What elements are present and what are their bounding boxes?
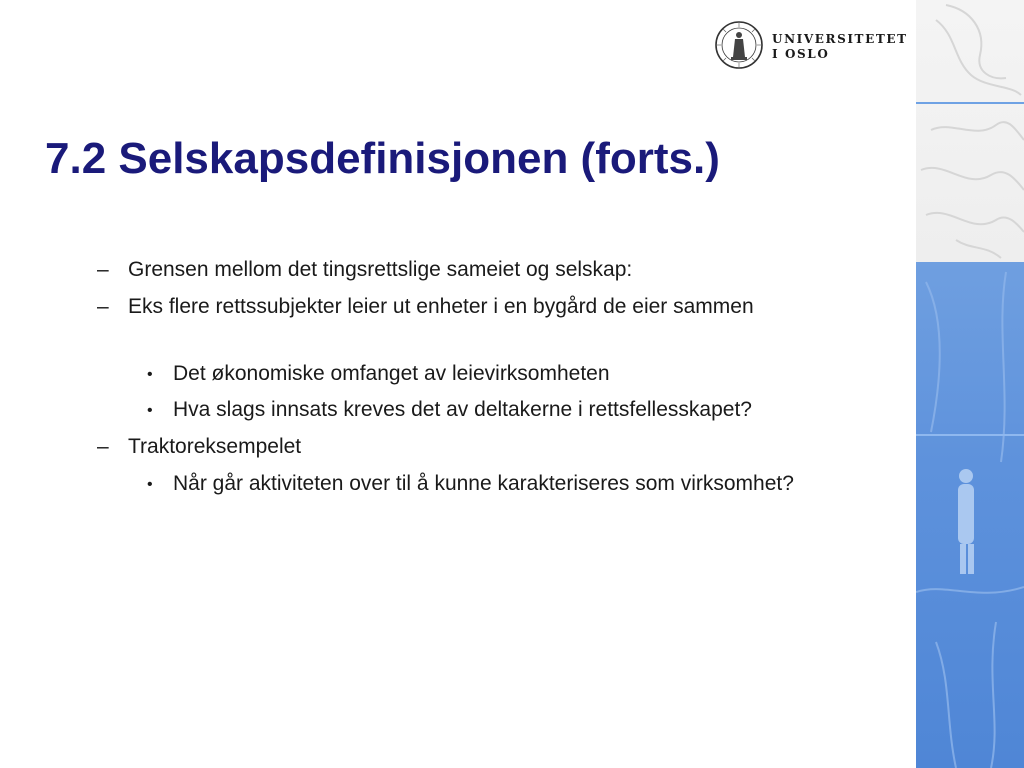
sub-bullet-item: Hva slags innsats kreves det av deltakerne i rettsfellesskapet? xyxy=(173,398,752,421)
sub-bullet-item: Det økonomiske omfanget av leievirksomheten xyxy=(173,362,610,385)
bullet-item: Traktoreksempelet xyxy=(128,435,302,458)
bullet-item: Eks flere rettssubjekter leier ut enheter i en bygård de eier sammen xyxy=(128,295,754,318)
dash-marker: – xyxy=(97,435,109,458)
slide-title: 7.2 Selskapsdefinisjonen (forts.) xyxy=(45,134,720,183)
side-divider-line xyxy=(916,102,1024,104)
side-panel-top xyxy=(916,0,1024,262)
university-seal-icon xyxy=(714,20,764,70)
university-name xyxy=(772,32,908,62)
dot-marker: • xyxy=(147,366,153,383)
dash-marker: – xyxy=(97,295,109,318)
statue-relief-icon xyxy=(916,0,1024,262)
dot-marker: • xyxy=(147,476,153,493)
side-panel-bottom xyxy=(916,262,1024,768)
university-name-line2: I OSLO xyxy=(772,47,830,61)
decorative-side-panel xyxy=(916,0,1024,768)
dot-marker: • xyxy=(147,402,153,419)
statue-figure-icon xyxy=(916,262,1024,768)
bullet-item: Grensen mellom det tingsrettslige sameiet og selskap: xyxy=(128,258,633,281)
dash-marker: – xyxy=(97,258,109,281)
sub-bullet-item: Når går aktiviteten over til å kunne karakteriseres som virksomhet? xyxy=(173,472,794,495)
university-logo xyxy=(714,20,908,72)
side-divider-line-lower xyxy=(916,434,1024,436)
university-name-line1: UNIVERSITETET xyxy=(772,32,908,46)
